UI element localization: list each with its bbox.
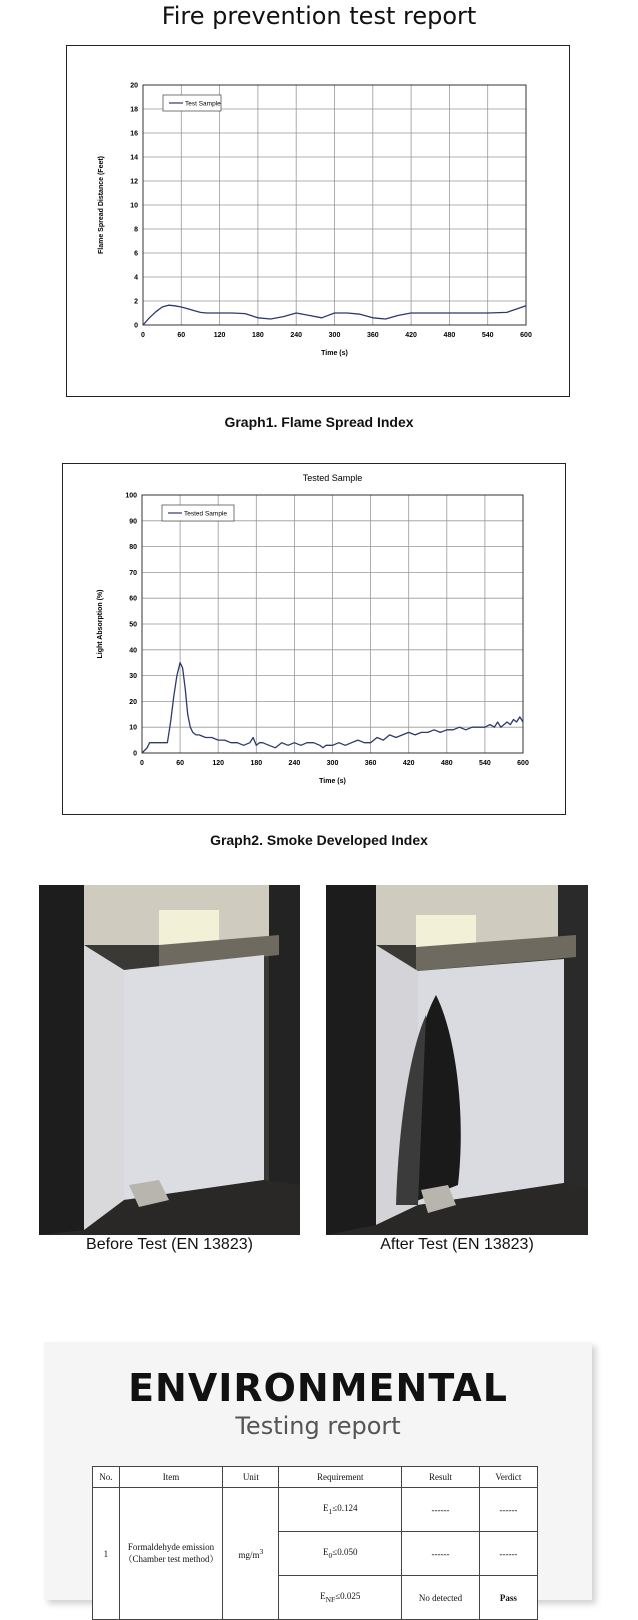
- row-item-line1: Formaldehyde emission: [127, 1542, 215, 1552]
- x-tick-label: 360: [366, 332, 379, 339]
- x-tick-label: 300: [326, 760, 339, 767]
- header-no: No.: [93, 1467, 120, 1488]
- legend-label: Test Sample: [185, 100, 221, 108]
- x-tick-label: 120: [212, 760, 225, 767]
- x-tick-label: 60: [176, 760, 184, 767]
- header-requirement: Requirement: [279, 1467, 402, 1488]
- y-tick-label: 60: [129, 595, 137, 603]
- y-tick-label: 16: [130, 130, 138, 138]
- req-sub: 0: [328, 1550, 333, 1560]
- y-tick-label: 0: [133, 750, 137, 758]
- x-tick-label: 60: [177, 332, 186, 339]
- x-tick-label: 600: [520, 332, 532, 339]
- flame-spread-chart: [66, 45, 570, 397]
- before-test-photo: [39, 885, 300, 1235]
- req-base: E: [323, 1547, 329, 1558]
- header-unit: Unit: [223, 1467, 279, 1488]
- unit-sup: 3: [259, 1547, 264, 1556]
- environmental-table: [92, 1466, 538, 1620]
- table-header-row: [93, 1467, 538, 1488]
- y-tick-label: 40: [129, 647, 137, 655]
- requirement-cell: [279, 1488, 402, 1532]
- x-tick-label: 480: [443, 332, 456, 339]
- smoke-developed-chart-svg: [63, 464, 565, 814]
- verdict-cell: ------: [479, 1532, 537, 1576]
- x-tick-label: 420: [402, 760, 415, 767]
- x-tick-label: 240: [290, 332, 303, 339]
- y-tick-label: 100: [125, 492, 137, 500]
- result-cell: ------: [402, 1532, 480, 1576]
- header-result: Result: [402, 1467, 480, 1488]
- row-no: 1: [93, 1488, 120, 1620]
- chart-title: Tested Sample: [302, 473, 363, 483]
- requirement-cell: [279, 1576, 402, 1620]
- y-tick-label: 20: [129, 698, 137, 706]
- unit-text: mg/m: [238, 1550, 260, 1560]
- y-axis-label: Flame Spread Distance (Feet): [98, 155, 105, 255]
- y-tick-label: 8: [134, 226, 138, 234]
- y-tick-label: 70: [129, 569, 137, 577]
- req-rest: ≤0.124: [332, 1503, 358, 1514]
- header-item: Item: [119, 1467, 223, 1488]
- smoke-developed-chart: [62, 463, 566, 815]
- x-tick-label: 420: [405, 332, 417, 339]
- y-tick-label: 30: [129, 673, 137, 681]
- requirement-cell: [279, 1532, 402, 1576]
- after-test-photo: [326, 885, 588, 1235]
- x-tick-label: 180: [252, 332, 264, 339]
- verdict-cell: Pass: [479, 1576, 537, 1620]
- x-axis-label: Time (s): [319, 778, 346, 785]
- y-tick-label: 10: [130, 202, 138, 210]
- req-base: E: [323, 1503, 329, 1514]
- flame-spread-chart-svg: [67, 46, 569, 396]
- environmental-title: ENVIRONMENTAL: [128, 1366, 508, 1410]
- graph1-caption: Graph1. Flame Spread Index: [224, 414, 414, 430]
- legend-label: Tested Sample: [184, 510, 227, 518]
- y-tick-label: 4: [134, 274, 138, 282]
- page-title: Fire prevention test report: [161, 2, 477, 30]
- req-sub: 1: [328, 1506, 333, 1516]
- row-item-line2: （Chamber test method）: [123, 1554, 219, 1564]
- after-test-caption: After Test (EN 13823): [380, 1236, 534, 1253]
- graph2-caption: Graph2. Smoke Developed Index: [210, 832, 428, 848]
- before-test-image: [39, 885, 300, 1235]
- x-tick-label: 240: [288, 760, 301, 767]
- req-rest: ≤0.025: [335, 1591, 361, 1602]
- verdict-cell: ------: [479, 1488, 537, 1532]
- y-axis-label: Light Absorption (%): [97, 589, 104, 659]
- result-cell: No detected: [402, 1576, 480, 1620]
- x-tick-label: 300: [328, 332, 341, 339]
- y-tick-label: 50: [129, 621, 137, 629]
- y-tick-label: 18: [130, 106, 138, 114]
- x-tick-label: 0: [141, 332, 145, 339]
- req-sub: NF: [325, 1594, 336, 1604]
- y-tick-label: 0: [134, 322, 138, 330]
- y-tick-label: 90: [129, 518, 137, 526]
- environmental-subtitle: Testing report: [235, 1412, 401, 1440]
- y-tick-label: 20: [130, 82, 138, 90]
- x-axis-label: Time (s): [321, 350, 348, 357]
- result-cell: ------: [402, 1488, 480, 1532]
- y-tick-label: 14: [130, 154, 138, 162]
- y-tick-label: 6: [134, 250, 138, 258]
- x-tick-label: 540: [481, 332, 494, 339]
- x-tick-label: 480: [440, 760, 453, 767]
- y-tick-label: 12: [130, 178, 138, 186]
- table-row: [93, 1488, 538, 1532]
- y-tick-label: 2: [134, 298, 138, 306]
- y-tick-label: 80: [129, 544, 137, 552]
- x-tick-label: 360: [364, 760, 377, 767]
- x-tick-label: 540: [479, 760, 491, 767]
- x-tick-label: 0: [140, 760, 144, 767]
- before-test-caption: Before Test (EN 13823): [86, 1236, 253, 1253]
- x-tick-label: 600: [517, 760, 529, 767]
- req-rest: ≤0.050: [332, 1547, 358, 1558]
- x-tick-label: 180: [250, 760, 263, 767]
- environmental-report-card: [44, 1342, 592, 1604]
- y-tick-label: 10: [129, 724, 137, 732]
- req-base: E: [320, 1591, 326, 1602]
- header-verdict: Verdict: [479, 1467, 537, 1488]
- after-test-image: [326, 885, 588, 1235]
- x-tick-label: 120: [213, 332, 226, 339]
